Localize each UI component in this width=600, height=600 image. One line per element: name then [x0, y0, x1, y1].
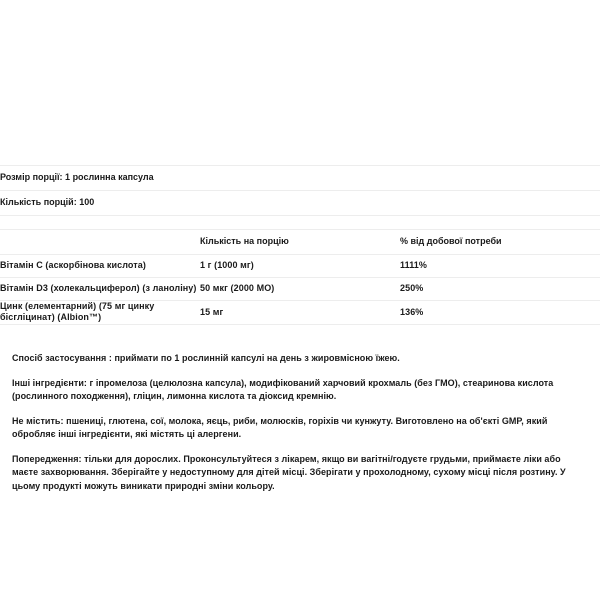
column-header-percent-daily-value: % від добової потреби — [400, 236, 502, 247]
table-bottom-cell — [0, 324, 200, 338]
top-spacer — [0, 0, 600, 165]
warning-paragraph: Попередження: тільки для дорослих. Проконсультуйтеся з лікарем, якщо ви вагітні/годуєте грудьми, приймаєте ліки або маєте захворювання. Зберігайте у недоступному для дітей місці. Зберігати у прохолодному, сухому місці після розтину. У цьому продукті можуть виникати природні зміни кольору. — [12, 453, 566, 491]
table-row — [0, 278, 600, 301]
servings-per-container-label: Кількість порцій: 100 — [0, 197, 95, 208]
table-bottom-cell — [200, 324, 400, 338]
servings-per-container-row — [0, 191, 600, 216]
serving-size-row — [0, 166, 600, 191]
column-header-name — [0, 230, 200, 255]
nutrient-name: Цинк (елементарний) (75 мг цинку бісгліцинат) (Albion™) — [0, 301, 155, 323]
supplement-facts-table — [0, 165, 600, 338]
nutrient-daily-value: 1111% — [400, 260, 427, 271]
table-spacer-row — [0, 216, 600, 230]
product-copy-section — [0, 352, 600, 493]
table-row — [0, 301, 600, 325]
directions-paragraph: Спосіб застосування : приймати по 1 рослинній капсулі на день з жировмісною їжею. — [12, 353, 400, 363]
nutrient-name: Вітамін С (аскорбінова кислота) — [0, 260, 146, 271]
allergen-statement-paragraph: Не містить: пшениці, глютена, сої, молока, яєць, риби, молюсків, горіхів чи кунжуту. Виготовлено на об'єкті GMP, який обробляє інші інгредієнти, які містять ці алергени. — [12, 415, 548, 439]
nutrient-amount: 1 г (1000 мг) — [200, 260, 254, 271]
other-ingredients-paragraph: Інші інгредієнти: г іпромелоза (целюлозна капсула), модифікований харчовий крохмаль (без ГМО), стеаринова кислота (рослинного походження), гліцин, лимонна кислота та діоксид кремнію. — [12, 377, 554, 401]
nutrient-daily-value: 136% — [400, 306, 424, 317]
nutrient-amount: 15 мг — [200, 306, 224, 317]
table-bottom-rule-row — [0, 324, 600, 338]
table-spacer-cell — [400, 216, 600, 230]
nutrient-name: Вітамін D3 (холекальциферол) (з ланоліну) — [0, 283, 197, 294]
table-row — [0, 255, 600, 278]
table-spacer-cell — [200, 216, 400, 230]
column-header-amount-per-serving: Кількість на порцію — [200, 236, 289, 247]
table-spacer-cell — [0, 216, 200, 230]
nutrient-daily-value: 250% — [400, 283, 424, 294]
table-header-row — [0, 230, 600, 255]
table-bottom-cell — [400, 324, 600, 338]
nutrient-amount: 50 мкг (2000 МО) — [200, 283, 275, 294]
serving-size-label: Розмір порції: 1 рослинна капсула — [0, 172, 154, 183]
